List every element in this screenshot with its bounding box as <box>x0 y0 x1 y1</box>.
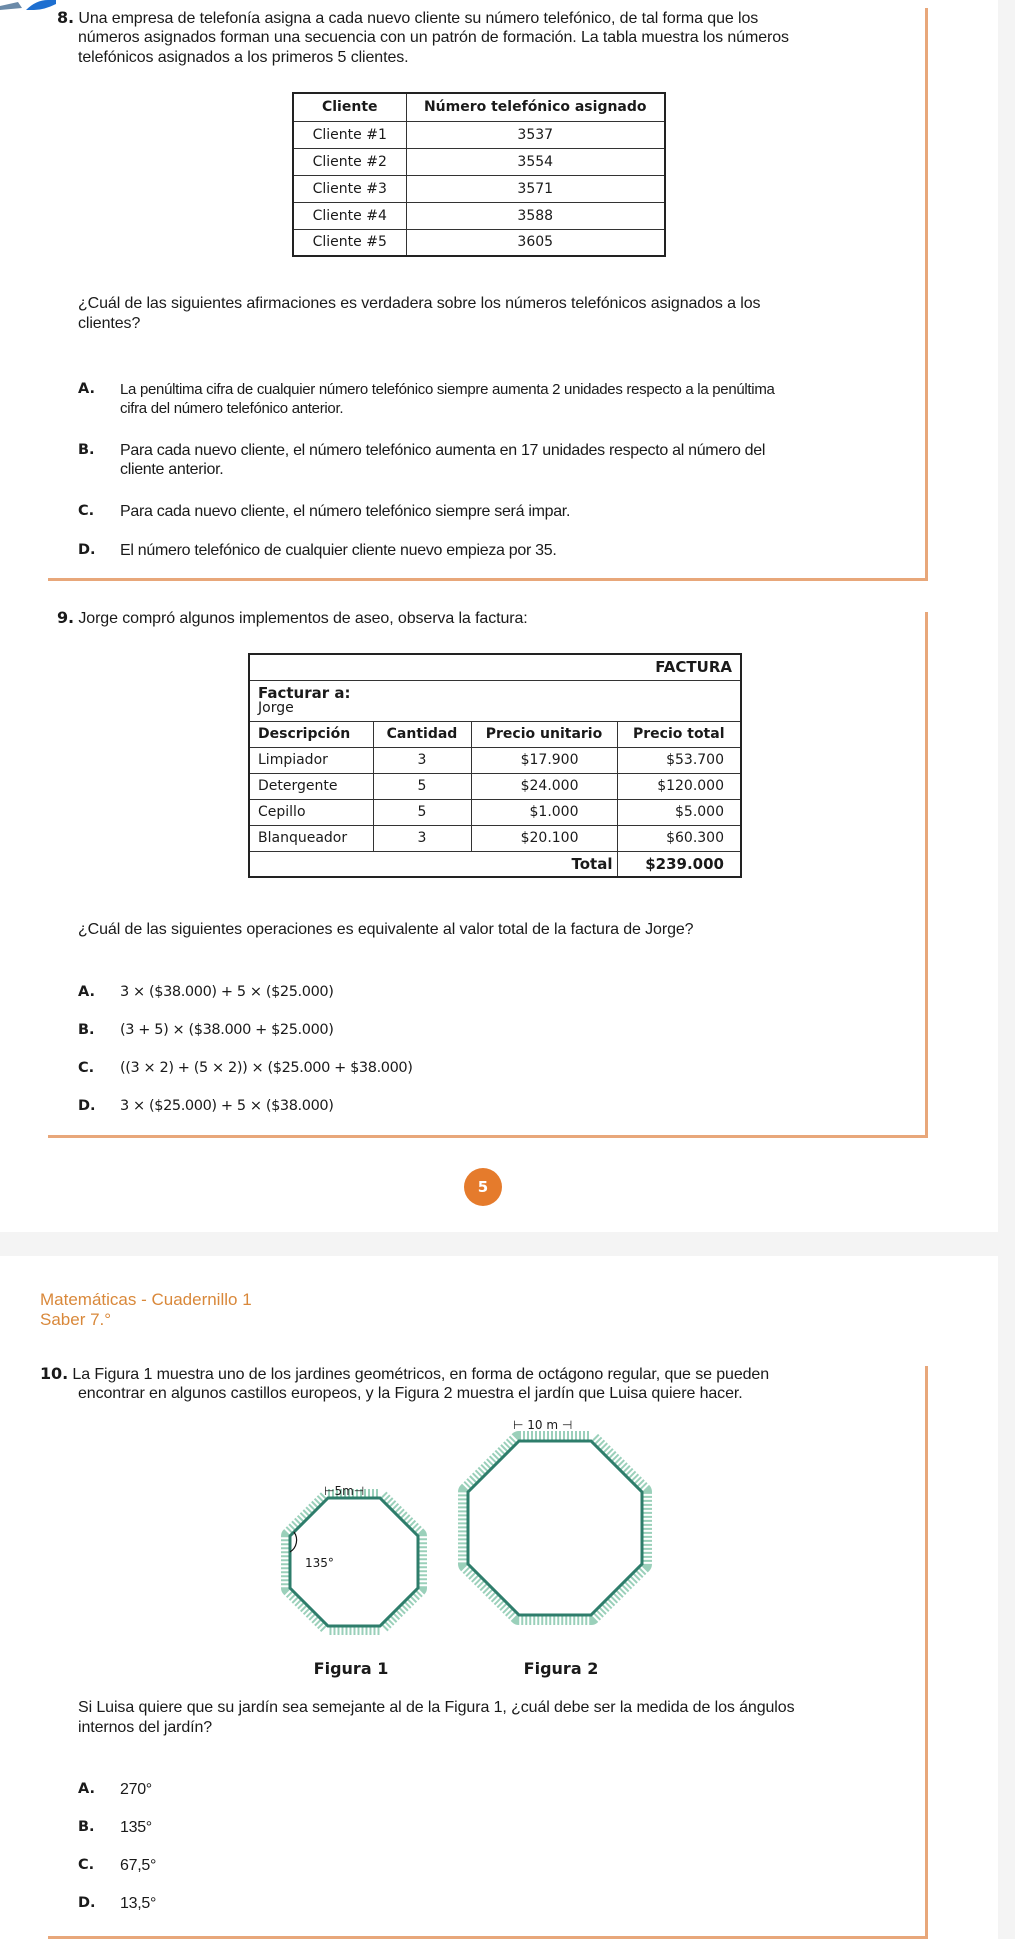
table-row <box>293 121 665 148</box>
bill-to-name: Jorge <box>258 699 294 716</box>
option-text: 67,5° <box>120 1857 157 1874</box>
option-text: 135° <box>120 1819 152 1836</box>
question-number: 8. <box>57 8 75 27</box>
dimension-end-icon: ⊣ <box>353 1484 365 1498</box>
cell-quantity: 5 <box>373 799 471 825</box>
page-number-badge: 5 <box>464 1168 502 1206</box>
option-text: (3 + 5) × ($38.000 + $25.000) <box>120 1022 334 1038</box>
option-text: 13,5° <box>120 1895 157 1912</box>
option-letter: A. <box>78 381 95 397</box>
booklet-level: Saber 7.° <box>40 1310 112 1329</box>
cell-client: Cliente #1 <box>293 121 406 148</box>
dimension-end-icon: ⊣ <box>561 1418 573 1432</box>
cell-unit-price: $1.000 <box>471 799 617 825</box>
column-header-precio-total: Precio total <box>617 721 741 747</box>
question-9-stem: 9. Jorge compró algunos implementos de aseo, observa la factura: <box>57 608 528 627</box>
figure-2-label: Figura 2 <box>523 1659 599 1678</box>
option-letter: D. <box>78 542 96 558</box>
cell-phone: 3571 <box>406 175 665 202</box>
question-8-prompt-line2: clientes? <box>78 315 141 332</box>
table-row <box>293 175 665 202</box>
option-text: 270° <box>120 1781 152 1798</box>
option-b[interactable] <box>78 1818 948 1837</box>
cell-phone: 3605 <box>406 229 665 256</box>
figure-1-label: Figura 1 <box>313 1659 389 1678</box>
option-d[interactable] <box>78 541 948 560</box>
question-10-prompt: Si Luisa quiere que su jardín sea semejante al de la Figura 1, ¿cuál debe ser la medida de los ángulos <box>78 1699 795 1716</box>
cell-unit-price: $20.100 <box>471 825 617 851</box>
figure-2-octagon-garden <box>446 1426 666 1646</box>
cell-phone: 3537 <box>406 121 665 148</box>
invoice-table <box>248 653 742 878</box>
cell-description: Cepillo <box>249 799 373 825</box>
option-letter: C. <box>78 1060 95 1076</box>
bill-to-label: Facturar a: <box>258 683 351 702</box>
option-letter: B. <box>78 442 95 458</box>
total-value: $239.000 <box>617 851 741 877</box>
cell-client: Cliente #3 <box>293 175 406 202</box>
option-text: Para cada nuevo cliente, el número telefónico siempre será impar. <box>120 503 571 520</box>
cell-quantity: 3 <box>373 825 471 851</box>
figure-2-side-measure: ⊢ 10 m ⊣ <box>513 1418 573 1432</box>
option-text: El número telefónico de cualquier cliente nuevo empieza por 35. <box>120 542 557 559</box>
column-header-cantidad: Cantidad <box>373 721 471 747</box>
cell-total-price: $60.300 <box>617 825 741 851</box>
option-letter: D. <box>78 1895 96 1911</box>
question-8-prompt: ¿Cuál de las siguientes afirmaciones es verdadera sobre los números telefónicos asignados a los <box>78 295 761 312</box>
option-b[interactable] <box>78 1021 948 1040</box>
clients-phone-table <box>292 92 666 257</box>
option-letter: C. <box>78 1857 95 1873</box>
invoice-title: FACTURA <box>249 654 741 680</box>
question-9-prompt: ¿Cuál de las siguientes operaciones es equivalente al valor total de la factura de Jorge? <box>78 921 694 938</box>
cell-quantity: 5 <box>373 773 471 799</box>
figure-1-side-measure: ⊢5m⊣ <box>324 1484 365 1498</box>
option-d[interactable] <box>78 1894 948 1913</box>
option-c[interactable] <box>78 1856 948 1875</box>
question-8-stem-line3: telefónicos asignados a los primeros 5 clientes. <box>78 49 409 66</box>
option-letter: A. <box>78 984 95 1000</box>
cell-total-price: $120.000 <box>617 773 741 799</box>
option-letter: D. <box>78 1098 96 1114</box>
table-row <box>293 148 665 175</box>
cell-total-price: $53.700 <box>617 747 741 773</box>
table-row <box>249 799 741 825</box>
option-letter: C. <box>78 503 95 519</box>
option-letter: B. <box>78 1819 95 1835</box>
table-row <box>249 773 741 799</box>
table-header-row <box>293 93 665 121</box>
cell-total-price: $5.000 <box>617 799 741 825</box>
question-number: 9. <box>57 608 75 627</box>
cell-client: Cliente #2 <box>293 148 406 175</box>
figure-1-angle-label: 135° <box>305 1556 334 1570</box>
invoice-bill-to <box>249 680 741 721</box>
cell-phone: 3588 <box>406 202 665 229</box>
option-text: ((3 × 2) + (5 × 2)) × ($25.000 + $38.000) <box>120 1060 413 1076</box>
cell-client: Cliente #5 <box>293 229 406 256</box>
figure-1-octagon-garden <box>276 1486 436 1656</box>
option-text: La penúltima cifra de cualquier número telefónico siempre aumenta 2 unidades respecto a la penúltima cifra del número telefónico anterior. <box>120 381 775 417</box>
column-header-precio-unitario: Precio unitario <box>471 721 617 747</box>
option-text: 3 × ($25.000) + 5 × ($38.000) <box>120 1098 334 1114</box>
column-header-numero: Número telefónico asignado <box>406 93 665 121</box>
option-a[interactable] <box>78 380 948 418</box>
column-header-cliente: Cliente <box>293 93 406 121</box>
option-a[interactable] <box>78 1780 948 1799</box>
cell-unit-price: $24.000 <box>471 773 617 799</box>
dimension-start-icon: ⊢ <box>513 1418 524 1432</box>
cell-description: Blanqueador <box>249 825 373 851</box>
table-row <box>293 229 665 256</box>
question-8-stem: 8. Una empresa de telefonía asigna a cada nuevo cliente su número telefónico, de tal forma que los <box>57 8 759 27</box>
question-10-prompt-line2: internos del jardín? <box>78 1719 213 1736</box>
question-10-stem-line2: encontrar en algunos castillos europeos, y la Figura 2 muestra el jardín que Luisa quiere hacer. <box>78 1385 743 1402</box>
question-10-stem: 10. La Figura 1 muestra uno de los jardines geométricos, en forma de octágono regular, que se pueden <box>40 1364 770 1383</box>
option-c[interactable] <box>78 1059 948 1078</box>
cell-description: Limpiador <box>249 747 373 773</box>
option-a[interactable] <box>78 983 948 1002</box>
cell-description: Detergente <box>249 773 373 799</box>
dimension-start-icon: ⊢ <box>324 1484 335 1498</box>
table-row <box>249 747 741 773</box>
option-letter: A. <box>78 1781 95 1797</box>
question-number: 10. <box>40 1364 69 1383</box>
option-letter: B. <box>78 1022 95 1038</box>
cell-quantity: 3 <box>373 747 471 773</box>
table-row <box>249 825 741 851</box>
invoice-header-row <box>249 721 741 747</box>
cell-phone: 3554 <box>406 148 665 175</box>
document-page-2 <box>0 1256 998 1939</box>
cell-unit-price: $17.900 <box>471 747 617 773</box>
option-b[interactable] <box>78 441 948 479</box>
option-c[interactable] <box>78 502 948 521</box>
option-text: 3 × ($38.000) + 5 × ($25.000) <box>120 984 334 1000</box>
column-header-descripcion: Descripción <box>249 721 373 747</box>
table-row <box>293 202 665 229</box>
option-text: Para cada nuevo cliente, el número telefónico aumenta en 17 unidades respecto al número del cliente anterior. <box>120 442 766 478</box>
question-8-stem-line2: números asignados forman una secuencia con un patrón de formación. La tabla muestra los números <box>78 29 789 46</box>
invoice-total-row <box>249 851 741 877</box>
booklet-subject: Matemáticas - Cuadernillo 1 <box>40 1290 252 1309</box>
total-label: Total <box>249 851 617 877</box>
cell-client: Cliente #4 <box>293 202 406 229</box>
option-d[interactable] <box>78 1097 948 1116</box>
